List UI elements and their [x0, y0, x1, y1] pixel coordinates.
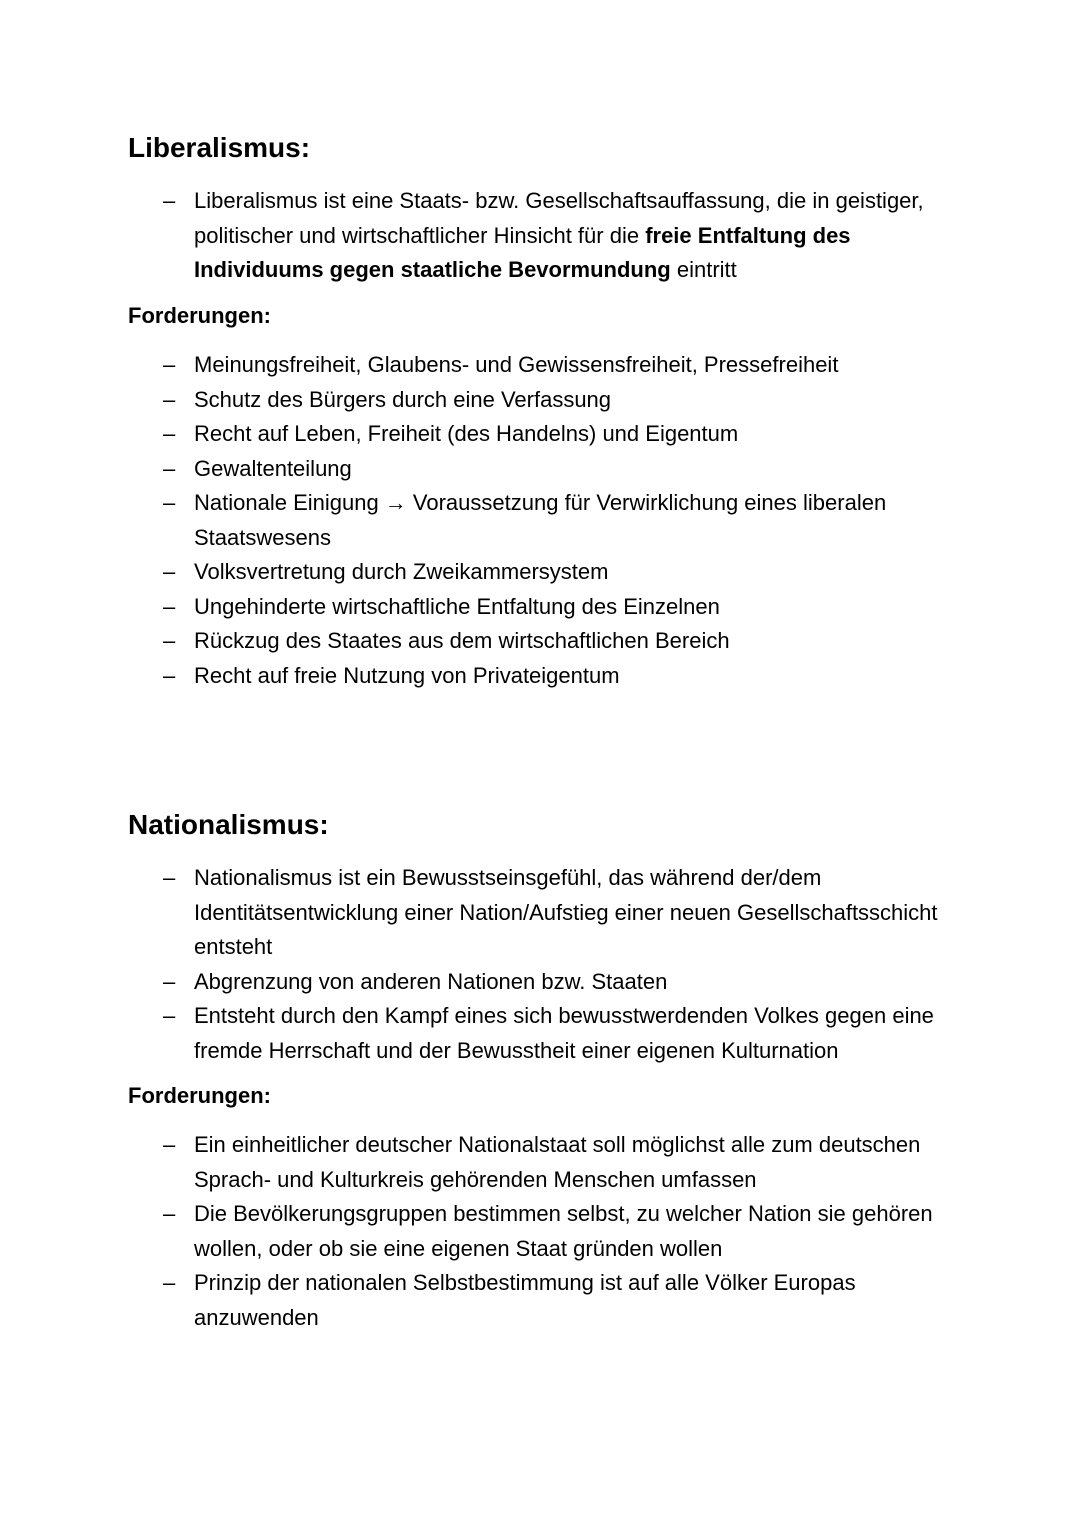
liberalismus-definition-list [128, 184, 968, 288]
item-text: Nationalismus ist ein Bewusstseinsgefühl, das während der/dem Identitätsentwicklung einer Nation/Aufstieg einer neuen Gesellschaftsschicht entsteht [194, 865, 938, 959]
item-text: Rückzug des Staates aus dem wirtschaftlichen Bereich [194, 628, 730, 653]
item-text: Meinungsfreiheit, Glaubens- und Gewissensfreiheit, Pressefreiheit [194, 352, 839, 377]
list-item [128, 965, 968, 1000]
bullet-dash: – [163, 1132, 176, 1157]
definition-emphasis: freie Entfaltung des Individuums gegen staatliche Bevormundung [194, 222, 851, 282]
list-item [128, 348, 968, 383]
bullet-dash: – [163, 1201, 176, 1226]
list-item [128, 1197, 968, 1266]
item-text: Recht auf freie Nutzung von Privateigentum [194, 662, 620, 688]
item-text: Volksvertretung durch Zweikammersystem [194, 559, 609, 584]
item-text: Recht auf Leben, Freiheit (des Handelns) und Eigentum [194, 421, 739, 446]
list-item [128, 999, 968, 1068]
item-text: Ungehinderte wirtschaftliche Entfaltung des Einzelnen [194, 593, 720, 619]
list-item [128, 1266, 968, 1335]
list-item [128, 417, 968, 452]
list-item [128, 486, 968, 555]
bullet-dash: – [163, 593, 176, 619]
list-item [128, 624, 968, 659]
bullet-dash: – [163, 559, 176, 584]
bullet-dash: – [163, 1270, 176, 1295]
item-text: Entsteht durch den Kampf eines sich bewusstwerdenden Volkes gegen eine fremde Herrschaft und der Bewusstheit einer eigenen Kulturnation [194, 1003, 934, 1063]
item-text: Ein einheitlicher deutscher Nationalstaat soll möglichst alle zum deutschen Sprach- und Kulturkreis gehörenden Menschen umfassen [194, 1132, 921, 1192]
bullet-dash: – [163, 455, 176, 481]
list-item [128, 383, 968, 418]
bullet-dash: – [163, 968, 176, 994]
bullet-dash: – [163, 421, 176, 446]
bullet-dash: – [163, 386, 176, 412]
liberalismus-forderungen-list [128, 348, 968, 693]
item-text: Die Bevölkerungsgruppen bestimmen selbst, zu welcher Nation sie gehören wollen, oder ob sie eine eigenen Staat gründen wollen [194, 1201, 933, 1261]
nationalismus-forderungen-list [128, 1128, 968, 1335]
bullet-dash: – [163, 662, 176, 688]
list-item [128, 1128, 968, 1197]
list-item [128, 184, 968, 288]
bullet-dash: – [163, 1003, 176, 1028]
liberalismus-forderungen-title: Forderungen: [128, 303, 271, 328]
definition-text: Liberalismus ist eine Staats- bzw. Gesellschaftsauffassung, die in geistiger, politischer und wirtschaftlicher Hinsicht für die [194, 188, 924, 248]
section-title-nationalismus: Nationalismus: [128, 809, 329, 840]
bullet-dash: – [163, 490, 176, 515]
list-item [128, 659, 968, 694]
bullet-dash: – [163, 865, 176, 890]
bullet-dash: – [163, 188, 176, 213]
item-text: Nationale Einigung → Voraussetzung für Verwirklichung eines liberalen Staatswesens [194, 490, 887, 550]
item-text: Gewaltenteilung [194, 455, 352, 481]
list-item [128, 861, 968, 965]
list-item [128, 590, 968, 625]
nationalismus-forderungen-title: Forderungen: [128, 1083, 271, 1108]
item-text: Schutz des Bürgers durch eine Verfassung [194, 386, 612, 412]
bullet-dash: – [163, 352, 176, 377]
list-item [128, 452, 968, 487]
nationalismus-points-list [128, 861, 968, 1068]
item-text: Prinzip der nationalen Selbstbestimmung ist auf alle Völker Europas anzuwenden [194, 1270, 856, 1330]
definition-text-end: eintritt [670, 257, 737, 282]
bullet-dash: – [163, 628, 176, 653]
list-item [128, 555, 968, 590]
item-text: Abgrenzung von anderen Nationen bzw. Staaten [194, 968, 668, 994]
section-title-liberalismus: Liberalismus: [128, 132, 311, 163]
